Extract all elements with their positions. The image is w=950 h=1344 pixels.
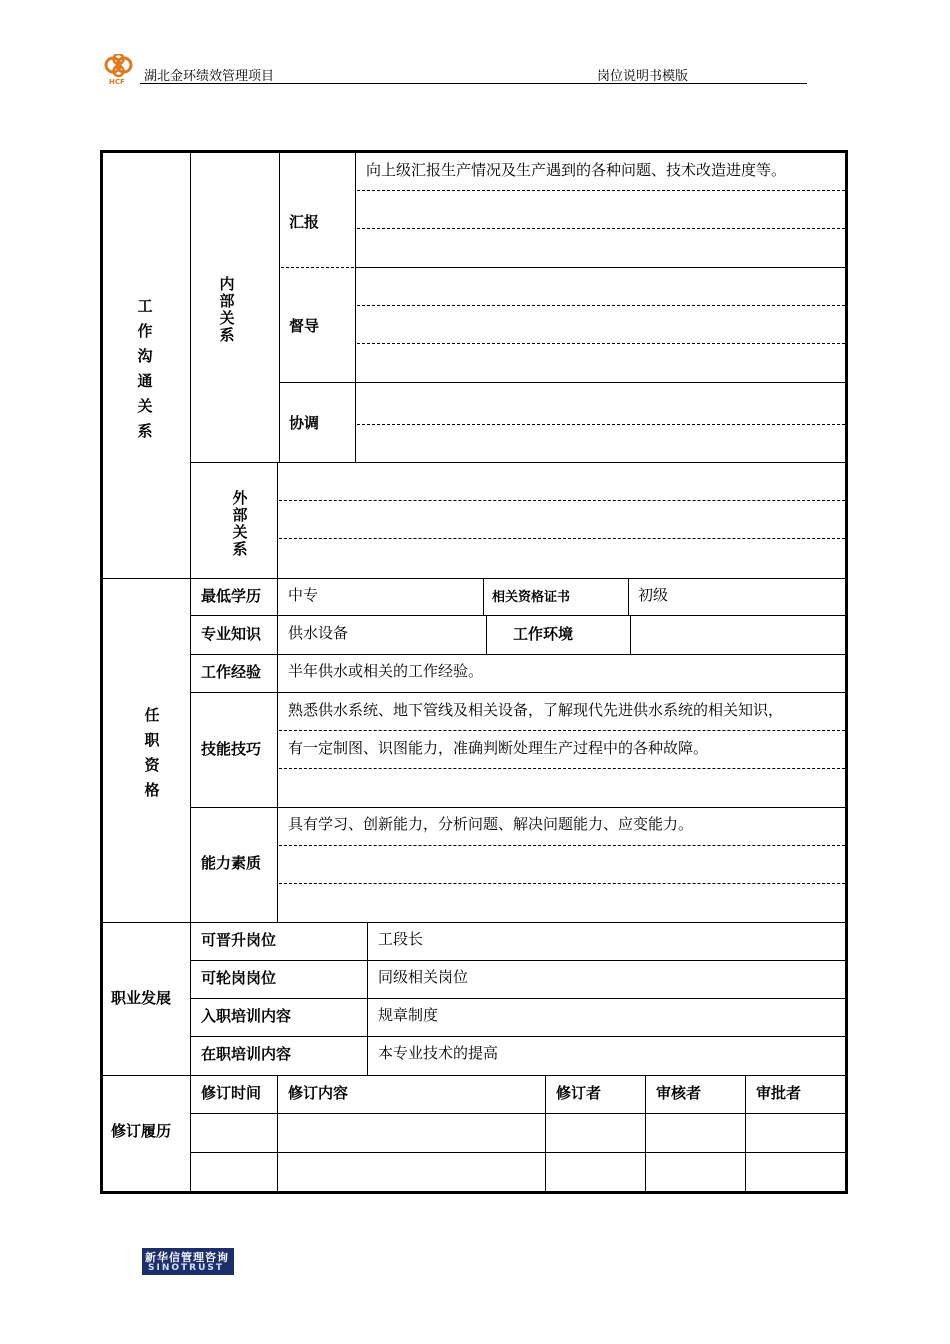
promotion-label: 可晋升岗位: [201, 931, 277, 949]
revision-column-header: 修订时间: [201, 1084, 262, 1102]
report-label: 汇报: [289, 213, 320, 231]
rotation-value: 同级相关岗位: [378, 968, 469, 986]
footer-brand-logo: [142, 1248, 234, 1275]
revision-column-header: 审核者: [656, 1084, 702, 1102]
knowledge-label: 专业知识: [201, 625, 262, 643]
education-label: 最低学历: [201, 587, 262, 605]
dashed-line: [279, 730, 845, 731]
experience-value: 半年供水或相关的工作经验。: [288, 662, 484, 680]
revision-column-header: 修订者: [556, 1084, 602, 1102]
project-name: 湖北金环绩效管理项目: [144, 69, 275, 84]
education-value: 中专: [288, 586, 319, 604]
divider: [190, 615, 845, 616]
dashed-line: [279, 845, 845, 846]
onjob-training-value: 本专业技术的提高: [378, 1044, 499, 1062]
divider: [486, 615, 487, 654]
divider: [190, 462, 845, 463]
onjob-training-label: 在职培训内容: [201, 1045, 292, 1063]
divider: [103, 922, 845, 923]
experience-label: 工作经验: [201, 663, 262, 681]
divider: [745, 1075, 746, 1191]
divider: [645, 1075, 646, 1191]
report-text: 向上级汇报生产情况及生产遇到的各种问题、技术改造进度等。: [366, 161, 787, 179]
certificate-value: 初级: [638, 586, 669, 604]
divider: [103, 578, 845, 579]
section-label-revision: 修订履历: [111, 1122, 172, 1140]
page-header: [100, 48, 807, 86]
divider: [277, 1075, 278, 1191]
induction-training-value: 规章制度: [378, 1006, 439, 1024]
divider: [630, 615, 631, 654]
divider: [277, 578, 278, 922]
supervise-label: 督导: [289, 317, 320, 335]
divider: [355, 153, 356, 462]
section-label-career: 职业发展: [111, 989, 172, 1007]
dashed-line: [279, 538, 845, 539]
divider: [190, 654, 845, 655]
divider: [190, 1036, 845, 1037]
divider: [190, 960, 845, 961]
induction-training-label: 入职培训内容: [201, 1007, 292, 1025]
divider: [190, 692, 845, 693]
revision-column-header: 修订内容: [288, 1084, 349, 1102]
ability-label: 能力素质: [201, 854, 262, 872]
divider: [355, 267, 845, 268]
divider: [279, 382, 845, 383]
dashed-line: [357, 343, 845, 344]
divider: [190, 1113, 845, 1114]
ability-value: 具有学习、创新能力，分析问题、解决问题能力、应变能力。: [288, 815, 694, 833]
external-relations-label: 外部关系: [232, 489, 248, 558]
divider: [190, 998, 845, 999]
dashed-line: [357, 228, 845, 229]
dashed-line: [357, 424, 845, 425]
skills-line-2: 有一定制图、识图能力，准确判断处理生产过程中的各种故障。: [288, 739, 709, 757]
rotation-label: 可轮岗岗位: [201, 969, 277, 987]
company-logo-icon: [100, 54, 140, 86]
divider: [190, 807, 845, 808]
dashed-line: [279, 768, 845, 769]
header-rule: [140, 83, 807, 84]
revision-column-header: 审批者: [756, 1084, 802, 1102]
dashed-line: [357, 190, 845, 191]
divider: [628, 578, 629, 615]
divider: [190, 1152, 845, 1153]
dashed-divider: [281, 267, 354, 268]
divider: [279, 153, 280, 462]
document-title: 岗位说明书模版: [597, 69, 689, 84]
knowledge-value: 供水设备: [288, 624, 349, 642]
divider: [483, 578, 484, 615]
coordinate-label: 协调: [289, 414, 320, 432]
certificate-label: 相关资格证书: [492, 590, 571, 605]
divider: [277, 462, 278, 578]
footer-brand-cn: 新华信管理咨询: [145, 1251, 229, 1264]
footer-brand-en: SINOTRUST: [148, 1263, 225, 1273]
dashed-line: [357, 305, 845, 306]
promotion-value: 工段长: [378, 930, 424, 948]
skills-line-1: 熟悉供水系统、地下管线及相关设备，了解现代先进供水系统的相关知识，: [288, 701, 784, 719]
skills-label: 技能技巧: [201, 740, 262, 758]
svg-text:HCF: HCF: [109, 78, 125, 86]
environment-label: 工作环境: [513, 625, 574, 643]
section-label-communication: 工作沟通关系: [137, 297, 153, 440]
dashed-line: [279, 883, 845, 884]
divider: [103, 1075, 845, 1076]
section-label-qualification: 任职资格: [144, 706, 160, 799]
internal-relations-label: 内部关系: [219, 275, 235, 344]
dashed-line: [279, 500, 845, 501]
divider: [545, 1075, 546, 1191]
